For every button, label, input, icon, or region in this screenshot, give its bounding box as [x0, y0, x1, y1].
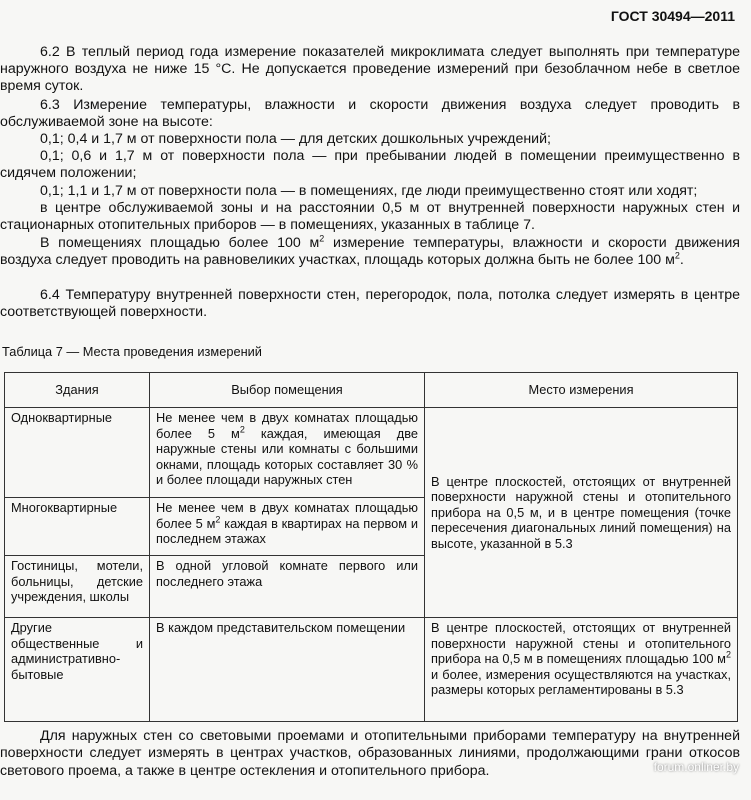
- building-type: Гостиницы, мотели, больницы, детские учреждения, школы: [5, 556, 150, 618]
- list-item: 0,1; 0,4 и 1,7 м от поверхности пола — для детских дошкольных учреждений;: [40, 131, 551, 147]
- room-selection: В каждом представительском помещении: [150, 618, 425, 722]
- building-type: Многоквартирные: [5, 498, 150, 556]
- room-selection: Не менее чем в двух комнатах площадью более 5 $м^2$ каждая, имеющая две наружные стены или комнаты с большими окнами, площадь которых составляет 30 % и более площади наружных стен: [150, 408, 425, 498]
- paragraph-6-4: 6.4 Температуру внутренней поверхности стен, перегородок, пола, потолка следует измерять в центре соответствующей поверхности.: [0, 287, 740, 321]
- list-item: 0,1; 1,1 и 1,7 м от поверхности пола — в помещениях, где люди преимущественно стоят или ходят;: [40, 183, 698, 199]
- list-item: 0,1; 0,6 и 1,7 м от поверхности пола — при пребывании людей в помещении преимущественно в сидячем положении;: [0, 148, 740, 182]
- document-header: ГОСТ 30494—2011: [610, 8, 735, 24]
- measurement-location: В центре плоскостей, отстоящих от внутренней поверхности наружной стены и отопительного прибора на 0,5 м, и в центре помещения (точке пересечения диагональных линий помещения) на высоте, указанной в 5.3: [425, 408, 738, 618]
- measurement-location: В центре плоскостей, отстоящих от внутренней поверхности наружной стены и отопительного прибора на 0,5 м в помещениях площадью 100 $м^2$ и более, измерения осуществляются на участках, размеры которых регламентированы в 5.3: [425, 618, 738, 722]
- building-type: Другие общественные и административно-бытовые: [5, 618, 150, 722]
- table-header-row: [5, 373, 738, 408]
- column-header: Здания: [5, 373, 150, 408]
- paragraph-6-3: 6.3 Измерение температуры, влажности и скорости движения воздуха следует проводить в обслуживаемой зоне на высоте:: [0, 97, 740, 131]
- table-caption: Таблица 7 — Места проведения измерений: [2, 344, 262, 359]
- paragraph-area-rule: В помещениях площадью более 100 $м^2$ измерение температуры, влажности и скорости движения воздуха следует проводить на равновеликих участках, площадь которых должна быть не более 100 $м^2$.: [0, 233, 740, 269]
- room-selection: В одной угловой комнате первого или последнего этажа: [150, 556, 425, 618]
- table-7: [4, 372, 738, 722]
- table-row: [5, 408, 738, 498]
- column-header: Выбор помещения: [150, 373, 425, 408]
- building-type: Одноквартирные: [5, 408, 150, 498]
- watermark: forum.onliner.by: [653, 760, 739, 774]
- list-item: в центре обслуживаемой зоны и на расстоянии 0,5 м от внутренней поверхности наружных стен и стационарных отопительных приборов — в помещениях, указанных в таблице 7.: [0, 200, 740, 234]
- room-selection: Не менее чем в двух комнатах площадью более 5 $м^2$ каждая в квартирах на первом и последнем этажах: [150, 498, 425, 556]
- paragraph-6-2: 6.2 В теплый период года измерение показателей микроклимата следует выполнять при температуре наружного воздуха не ниже 15 °С. Не допускается проведение измерений при безоблачном небе в светлое время суток.: [0, 44, 740, 95]
- table-row: [5, 618, 738, 722]
- column-header: Место измерения: [425, 373, 738, 408]
- paragraph-outer-walls: Для наружных стен со световыми проемами и отопительными приборами температуру на внутренней поверхности следует измерять в центрах участков, образованных линиями, продолжающими грани откосов светового проема, а также в центре остекления и отопительного прибора.: [0, 728, 740, 779]
